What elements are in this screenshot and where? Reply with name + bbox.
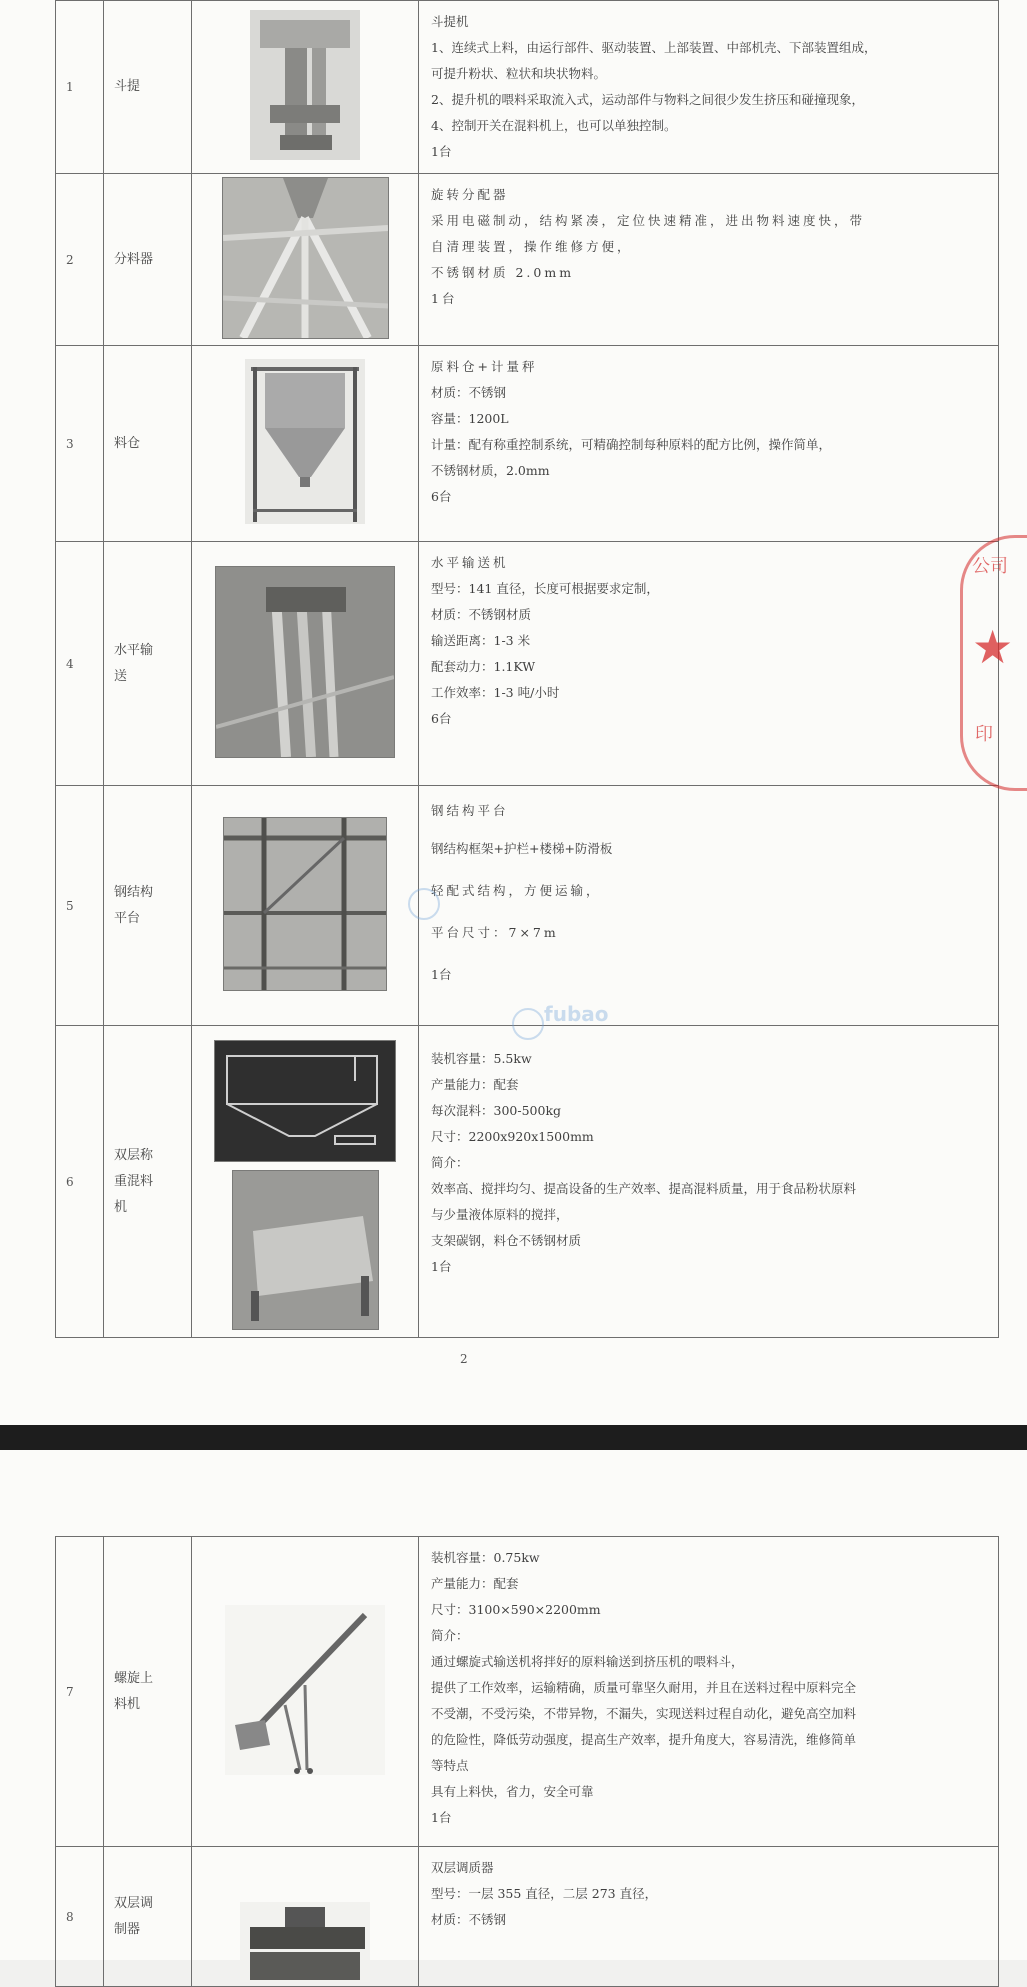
seal-text-top: 公司 [972,556,1008,577]
double-layer-mixer-photos [192,1026,419,1338]
equipment-name: 斗提 [104,1,192,174]
row-number: 7 [56,1537,104,1847]
equipment-name: 双层称 重混料 机 [104,1026,192,1338]
conditioner-photo [192,1847,419,1987]
table-row [56,1537,999,1847]
table-row [56,1026,999,1338]
table-row [56,346,999,542]
row-number: 6 [56,1026,104,1338]
row-number: 8 [56,1847,104,1987]
table-row [56,786,999,1026]
seal-text-bottom: 印 [975,724,993,745]
equipment-name: 钢结构 平台 [104,786,192,1026]
horizontal-conveyor-photo [192,542,419,786]
watermark-text: fubao [544,1002,609,1026]
screw-loader-drawing [192,1537,419,1847]
equipment-description: 装机容量：0.75kw 产量能力：配套 尺寸：3100×590×2200mm 简介： 通过螺旋式输送机将拌好的原料输送到挤压机的喂料斗， 提供了工作效率，运输精确，质量可靠坚久耐用，并且在送料过程中原料完全 不受潮，不受污染，不带异物，不漏失，实现送料过程自动化，避免高空加料 的危险性，降低劳动强度，提高生产效率，提升角度大，容易清洗，维修简单 等特点 具有上料快，省力，安全可靠 1台 [419,1537,999,1847]
equipment-description: 旋转分配器 采用电磁制动，结构紧凑，定位快速精准，进出物料速度快，带 自清理装置，操作维修方便， 不锈钢材质 2.0mm 1台 [419,174,999,346]
watermark-logo-icon [408,888,440,920]
table-row [56,174,999,346]
row-number: 1 [56,1,104,174]
equipment-name: 水平输 送 [104,542,192,786]
equipment-name: 双层调 制器 [104,1847,192,1987]
steel-platform-photo [192,786,419,1026]
equipment-description: 装机容量：5.5kw 产量能力：配套 每次混料：300-500kg 尺寸：2200x920x1500mm 简介： 效率高、搅拌均匀、提高设备的生产效率、提高混料质量，用于食品粉状原料 与少量液体原料的搅拌， 支架碳钢，料仓不锈钢材质 1台 [419,1026,999,1338]
equipment-description: 原料仓+计量秤 材质：不锈钢 容量：1200L 计量：配有称重控制系统，可精确控制每种原料的配方比例，操作简单， 不锈钢材质，2.0mm 6台 [419,346,999,542]
equipment-table-page-1 [55,0,999,1338]
rotary-distributor-photo [192,174,419,346]
equipment-table-page-2 [55,1536,999,1987]
equipment-name: 分料器 [104,174,192,346]
row-number: 2 [56,174,104,346]
table-row [56,1,999,174]
equipment-name: 螺旋上 料机 [104,1537,192,1847]
hopper-photo [192,346,419,542]
document-page-2 [0,1450,1027,1960]
equipment-name: 料仓 [104,346,192,542]
row-number: 3 [56,346,104,542]
bucket-elevator-photo [192,1,419,174]
watermark-logo-icon [512,1008,544,1040]
table-row [56,1847,999,1987]
equipment-description: 斗提机 1、连续式上料，由运行部件、驱动装置、上部装置、中部机壳、下部装置组成， 可提升粉状、粒状和块状物料。 2、提升机的喂料采取流入式，运动部件与物料之间很少发生挤压和碰撞现象， 4、控制开关在混料机上，也可以单独控制。 1台 [419,1,999,174]
page-separator [0,1425,1027,1450]
seal-star-icon: ★ [972,620,1014,674]
row-number: 4 [56,542,104,786]
row-number: 5 [56,786,104,1026]
equipment-description: 双层调质器 型号：一层 355 直径，二层 273 直径， 材质：不锈钢 [419,1847,999,1987]
equipment-description: 钢结构平台 钢结构框架+护栏+楼梯+防滑板 轻配式结构，方便运输， 平台尺寸：7×7m 1台 [419,786,999,1026]
page-number: 2 [460,1352,468,1366]
table-row [56,542,999,786]
equipment-description: 水平输送机 型号：141 直径，长度可根据要求定制， 材质：不锈钢材质 输送距离：1-3 米 配套动力：1.1KW 工作效率：1-3 吨/小时 6台 [419,542,999,786]
